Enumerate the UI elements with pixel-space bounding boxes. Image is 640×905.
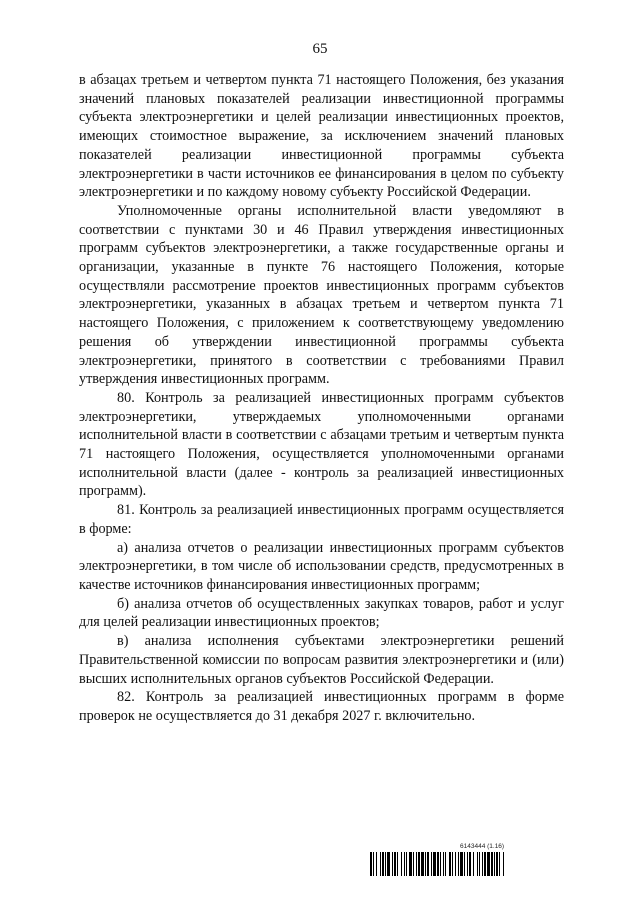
paragraph-item-80: 80. Контроль за реализацией инвестиционных программ субъектов электроэнергетики, утверждаемых уполномоченными органами исполнительной власти в соответствии с абзацами третьим и четвертым пункта 71 настоящего Положения, осуществляется уполномоченными органами исполнительной власти (далее - контроль за реализацией инвестиционных программ). <box>79 389 564 500</box>
paragraph-item-81: 81. Контроль за реализацией инвестиционных программ осуществляется в форме: <box>79 502 564 537</box>
body-text <box>79 71 564 726</box>
subparagraph-a: а) анализа отчетов о реализации инвестиционных программ субъектов электроэнергетики, в том числе об использовании средств, предусмотренных в качестве источников финансирования инвестиционных программ; <box>79 539 564 593</box>
paragraph: Уполномоченные органы исполнительной власти уведомляют в соответствии с пунктами 30 и 46 Правил утверждения инвестиционных программ субъектов электроэнергетики, а также государственные органы и организации, указанные в пункте 76 настоящего Положения, которые осуществляли рассмотрение проектов инвестиционных программ субъектов электроэнергетики, указанных в абзацах третьем и четвертом пункта 71 настоящего Положения, с приложением к соответствующему уведомлению решения об утверждении инвестиционной программы субъекта электроэнергетики, принятого в соответствии с требованиями Правил утверждения инвестиционных программ. <box>79 202 564 388</box>
subparagraph-v: в) анализа исполнения субъектами электроэнергетики решений Правительственной комиссии по вопросам развития электроэнергетики и (или) высших исполнительных органов субъектов Российской Федерации. <box>79 633 564 687</box>
document-code: 6143444 (1.16) <box>460 843 505 850</box>
paragraph: в абзацах третьем и четвертом пункта 71 настоящего Положения, без указания значений плановых показателей реализации инвестиционной программы субъекта электроэнергетики и целей реализации инвестиционных проектов, имеющих стоимостное выражение, за исключением значений плановых показателей реализации инвестиционной программы субъекта электроэнергетики в части источников ее финансирования в целом по субъекту электроэнергетики и по каждому новому субъекту Российской Федерации. <box>79 72 564 201</box>
paragraph-item-82: 82. Контроль за реализацией инвестиционных программ в форме проверок не осуществляется до 31 декабря 2027 г. включительно. <box>79 689 564 724</box>
barcode-icon <box>370 852 562 876</box>
page-number: 65 <box>312 41 328 57</box>
subparagraph-b: б) анализа отчетов об осуществленных закупках товаров, работ и услуг для целей реализации инвестиционных проектов; <box>79 595 564 631</box>
